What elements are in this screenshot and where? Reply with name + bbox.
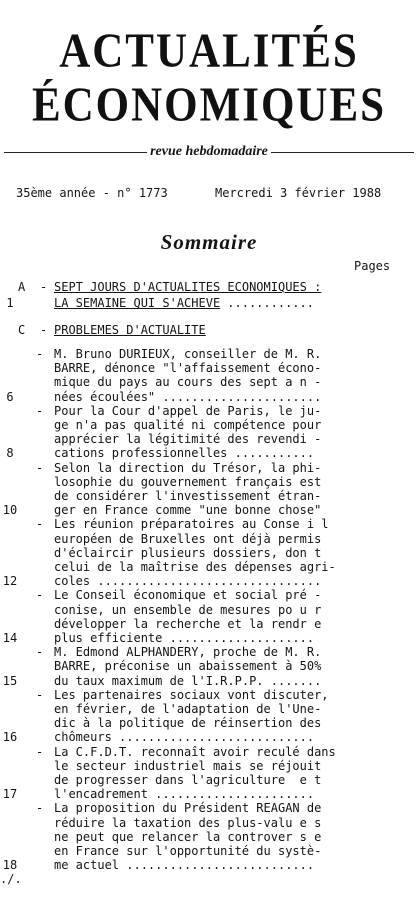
item-line: losophie du gouvernement français est bbox=[54, 474, 322, 489]
item-line: conise, un ensemble de mesures po u r bbox=[54, 602, 322, 617]
section-heading-line: PROBLEMES D'ACTUALITE bbox=[54, 323, 206, 337]
section-dash: - bbox=[40, 280, 48, 294]
item-line: cations professionnelles ........... bbox=[54, 446, 315, 461]
page-number: 16 bbox=[2, 730, 18, 745]
item-line: Les partenaires sociaux vont discuter, bbox=[54, 687, 329, 702]
item-dash: - bbox=[36, 744, 44, 759]
page-number: 15 bbox=[2, 673, 18, 688]
page-number: 8 bbox=[6, 446, 14, 461]
pages-header: Pages bbox=[354, 259, 391, 273]
item-line: M. Edmond ALPHANDERY, proche de M. R. bbox=[54, 645, 322, 660]
masthead-title-line1: ACTUALITÉS bbox=[59, 25, 359, 78]
item-line: nées écoulées" ...................... bbox=[54, 389, 322, 404]
page-number: 18 bbox=[2, 858, 18, 873]
item-line: ge n'a pas qualité ni compétence pour bbox=[54, 418, 322, 432]
item-line: du taux maximum de l'I.R.P.P. ....... bbox=[54, 673, 322, 688]
item-line: l'encadrement ...................... bbox=[54, 787, 315, 802]
page-number: 6 bbox=[6, 389, 14, 404]
item-line: celui de la maîtrise des dépenses agri- bbox=[54, 560, 336, 574]
item-line: le secteur industriel mais se réjouit bbox=[54, 758, 322, 773]
item-dash: - bbox=[36, 645, 44, 660]
item-line: réduire la taxation des plus-valu e s bbox=[54, 815, 322, 830]
sommaire-title: Sommaire bbox=[160, 230, 258, 254]
item-line: développer la recherche et la rendr e bbox=[54, 616, 322, 631]
section-dash: - bbox=[40, 323, 48, 337]
item-line: La proposition du Président REAGAN de bbox=[54, 801, 322, 816]
item-line: Le Conseil économique et social pré - bbox=[54, 588, 322, 603]
item-line: d'éclaircir plusieurs dossiers, don t bbox=[54, 545, 322, 560]
page-number: 1 bbox=[6, 296, 14, 311]
item-line: de considérer l'investissement étran- bbox=[54, 489, 322, 503]
item-line: M. Bruno DURIEUX, conseiller de M. R. bbox=[54, 347, 322, 361]
item-line: plus efficiente .................... bbox=[54, 631, 315, 645]
item-line: en février, de l'adaptation de l'Une- bbox=[54, 702, 322, 716]
item-line: me actuel .......................... bbox=[54, 858, 315, 873]
section-heading-line: SEPT JOURS D'ACTUALITES ECONOMIQUES : bbox=[54, 280, 322, 294]
section-heading-line: LA SEMAINE QUI S'ACHEVE bbox=[54, 296, 221, 311]
item-line: ne peut que relancer la controver s e bbox=[54, 829, 322, 844]
subtitle-text: revue hebdomadaire bbox=[147, 144, 271, 159]
continuation-mark: ./. bbox=[0, 872, 22, 887]
item-line: Les réunion préparatoires au Conse i l bbox=[54, 517, 329, 532]
masthead-title-line2: ÉCONOMIQUES bbox=[31, 79, 387, 132]
item-line: BARRE, dénonce "l'affaissement écono- bbox=[54, 361, 322, 376]
subtitle-row bbox=[0, 144, 418, 160]
item-line: BARRE, préconise un abaissement à 50% bbox=[54, 659, 322, 674]
item-line: chômeurs ........................... bbox=[54, 730, 315, 745]
item-line: Pour la Cour d'appel de Paris, le ju- bbox=[54, 403, 322, 418]
item-line: de progresser dans l'agriculture e t bbox=[54, 773, 322, 787]
subtitle bbox=[0, 144, 418, 160]
item-dash: - bbox=[36, 403, 44, 418]
page-number: 12 bbox=[2, 574, 18, 589]
issue-number: 35ème année - n° 1773 bbox=[16, 186, 168, 200]
page-number: 14 bbox=[2, 631, 18, 645]
item-dash: - bbox=[36, 460, 44, 475]
item-line: apprécier la légitimité des revendi - bbox=[54, 432, 322, 447]
section-letter: A bbox=[18, 280, 26, 294]
item-line: européen de Bruxelles ont déjà permis bbox=[54, 531, 322, 546]
item-dash: - bbox=[36, 588, 44, 603]
page-number: 17 bbox=[2, 787, 18, 802]
dot-leader: ............ bbox=[220, 296, 314, 311]
issue-date: Mercredi 3 février 1988 bbox=[215, 186, 382, 200]
section-letter: C bbox=[18, 323, 26, 337]
item-dash: - bbox=[36, 347, 44, 361]
item-line: mique du pays au cours des sept a n - bbox=[54, 375, 322, 390]
item-line: La C.F.D.T. reconnaît avoir reculé dans bbox=[54, 744, 336, 759]
page-number: 10 bbox=[2, 503, 18, 518]
item-line: Selon la direction du Trésor, la phi- bbox=[54, 460, 322, 475]
item-dash: - bbox=[36, 801, 44, 816]
item-dash: - bbox=[36, 517, 44, 532]
item-line: dic à la politique de réinsertion des bbox=[54, 716, 322, 731]
item-line: coles ............................... bbox=[54, 574, 322, 589]
item-line: en France sur l'opportunité du systè- bbox=[54, 844, 322, 858]
item-dash: - bbox=[36, 687, 44, 702]
item-line: ger en France comme "une bonne chose" bbox=[54, 503, 322, 518]
